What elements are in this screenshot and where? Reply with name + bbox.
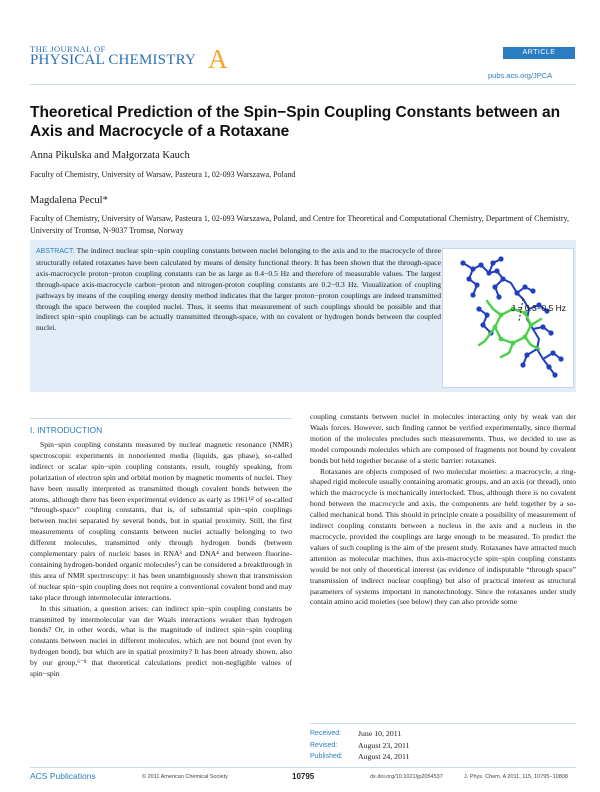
authors-group-2: Magdalena Pecul* <box>30 195 108 206</box>
article-type-badge: ARTICLE <box>503 47 575 59</box>
journal-url-link[interactable]: pubs.acs.org/JPCA <box>488 71 553 80</box>
coupling-value-label: J = 0.3–0.5 Hz <box>511 303 567 313</box>
history-label: Published: <box>310 753 343 760</box>
abstract-body: The indirect nuclear spin−spin coupling constants between nuclei belonging to the axis and to the macrocycle of three structurally related rotaxanes have been calculated by means of density functional theory. It has been shown that the through-space axis-macrocycle proton−proton coupling constants can be as large as 0.4−0.5 Hz and therefore of measurable values. The largest through-space axis-macrocycle carbon−proton and nitrogen-proton coupling constants are 0.2−0.3 Hz. Visualization of coupling pathways by means of the coupling energy density method indicates that the larger proton−proton couplings are indeed transmitted through the space between the coupled nuclei. Thus, it seems that measurement of such couplings should be possible and that indirect spin−spin couplings can be actually transmitted through-space, with no covalent or hydrogen bonds between the coupled nuclei. <box>36 246 441 333</box>
article-title: Theoretical Prediction of the Spin−Spin Coupling Constants between an Axis and Macrocycle of a Rotaxane <box>30 104 561 140</box>
intro-paragraph-4: Rotaxanes are objects composed of two molecular moieties: a macrocycle, a ring-shaped rigid molecule usually containing aromatic groups, and an axis (or thread), onto which the macrocycle is mechanically interlocked. Thus, although there is no covalent bond between the macrocycle and axis, the components are held together by a so-called mechanical bond. This should in principle create a possibility of measurement of indirect coupling constants between a nucleus in the axis and a nucleus in the macrocycle, provided the couplings are large enough to be measured. To predict the values of such coupling is the aim of the present study. Rotaxanes have attracted much attention as molecular machines, thus axis-macrocycle spin−spin coupling constants would be not only of theoretical interest (as evidence of indisputable “through space” transmission of indirect nuclear coupling) but also of practical interest as structural parameters of systems important in nanotechnology. Since the rotaxanes under study contain amino acid moieties (see below) they can also provide some <box>310 466 576 607</box>
journal-title: PHYSICAL CHEMISTRY <box>30 52 196 68</box>
journal-reference: J. Phys. Chem. A 2011, 115, 10795−10808 <box>464 774 568 780</box>
history-row <box>310 728 576 740</box>
abstract-label: ABSTRACT: <box>36 248 75 255</box>
authors-group-1: Anna Pikulska and Małgorzata Kauch <box>30 150 190 161</box>
history-label: Revised: <box>310 741 338 749</box>
rotaxane-structure-image <box>443 249 573 387</box>
toc-molecule-figure <box>442 248 574 388</box>
right-column <box>310 412 576 608</box>
affiliation-1: Faculty of Chemistry, University of Warsaw, Pasteura 1, 02-093 Warszawa, Poland <box>30 170 296 179</box>
left-column <box>30 440 292 680</box>
page-number: 10795 <box>292 772 315 781</box>
section-heading: I. INTRODUCTION <box>30 425 103 435</box>
acs-publications-logo: ACS Publications <box>30 771 96 781</box>
journal-letter: A <box>208 44 228 74</box>
doi-link[interactable]: dx.doi.org/10.1021/jp2054537 <box>370 774 443 780</box>
history-date: August 24, 2011 <box>358 752 410 761</box>
copyright-notice: © 2011 American Chemical Society <box>142 774 228 780</box>
history-row <box>310 740 576 752</box>
history-date: June 10, 2011 <box>358 729 402 738</box>
history-date: August 23, 2011 <box>358 740 410 750</box>
journal-small-title: THE JOURNAL OF <box>30 44 106 54</box>
history-label: Received: <box>310 730 342 737</box>
publication-history <box>310 728 576 763</box>
history-row <box>310 751 576 763</box>
history-divider <box>310 723 576 724</box>
journal-masthead <box>30 44 250 78</box>
intro-paragraph-1: Spin−spin coupling constants measured by nuclear magnetic resonance (NMR) spectroscopic experiments in nonoriented media (liquids, gas phase), so-called indirect or scalar spin−spin coupling constants, result, roughly speaking, from polarization of electron spin and orbital motion by magnetic moments of nuclei. They have been usually interpreted as transmitted though covalent bonds between the atoms, although there has been experimental evidence as early as 1961¹ʲ² of so-called “through-space” coupling constants, that is, of substantial spin−spin couplings between nuclei separated by several bonds, but in spatial proximity. Still, the first measurements of coupling constants between nuclei actually belonging to two different molecules, transmitted only through hydrogen bonds (between complementary pairs of nucleic bases in RNA³ and DNA⁴ and between fluorine-containing hydrogen-bonded organic molecules⁵) can be considered a breakthrough in this area of NMR spectroscopy: it has been unambiguously shown that transmission of nuclear spin−spin coupling does not require a conventional covalent bond and may take place through intermolecular interactions. <box>30 440 292 602</box>
intro-paragraph-2: In this situation, a question arises: can indirect spin−spin coupling constants be transmitted by intermolecular van der Waals interactions weaker than hydrogen bonds? Or, in other words, what is the magnitude of indirect spin−spin coupling constants between nuclei in different molecules, which are not bound (not even by hydrogen bond), but which are in spatial proximity? It has been already shown, also by our group,⁶⁻⁸ that theoretical calculations predict non-negligible values of spin−spin <box>30 603 292 679</box>
affiliation-2: Faculty of Chemistry, University of Warsaw, Pasteura 1, 02-093 Warszawa, Poland, and Centre for Theoretical and Computational Chemistry, Department of Chemistry, University of Tromsø, N-9037 Tromsø, Norway <box>30 214 569 235</box>
abstract-text <box>36 246 441 334</box>
footer-divider <box>30 767 576 768</box>
section-divider <box>30 418 292 419</box>
page-footer <box>30 771 576 783</box>
abstract-box <box>30 240 576 392</box>
header-divider <box>30 84 576 85</box>
intro-paragraph-3: coupling constants between nuclei in molecules interacting only by weak van der Waals forces. However, such finding cannot be verified experimentally, since thermal motion of the molecules precludes such measurements. Thus, we decided to use as model compounds molecules which are composed of fragments not bound by covalent bonds but held together because of a steric barrier: rotaxanes. <box>310 412 576 465</box>
